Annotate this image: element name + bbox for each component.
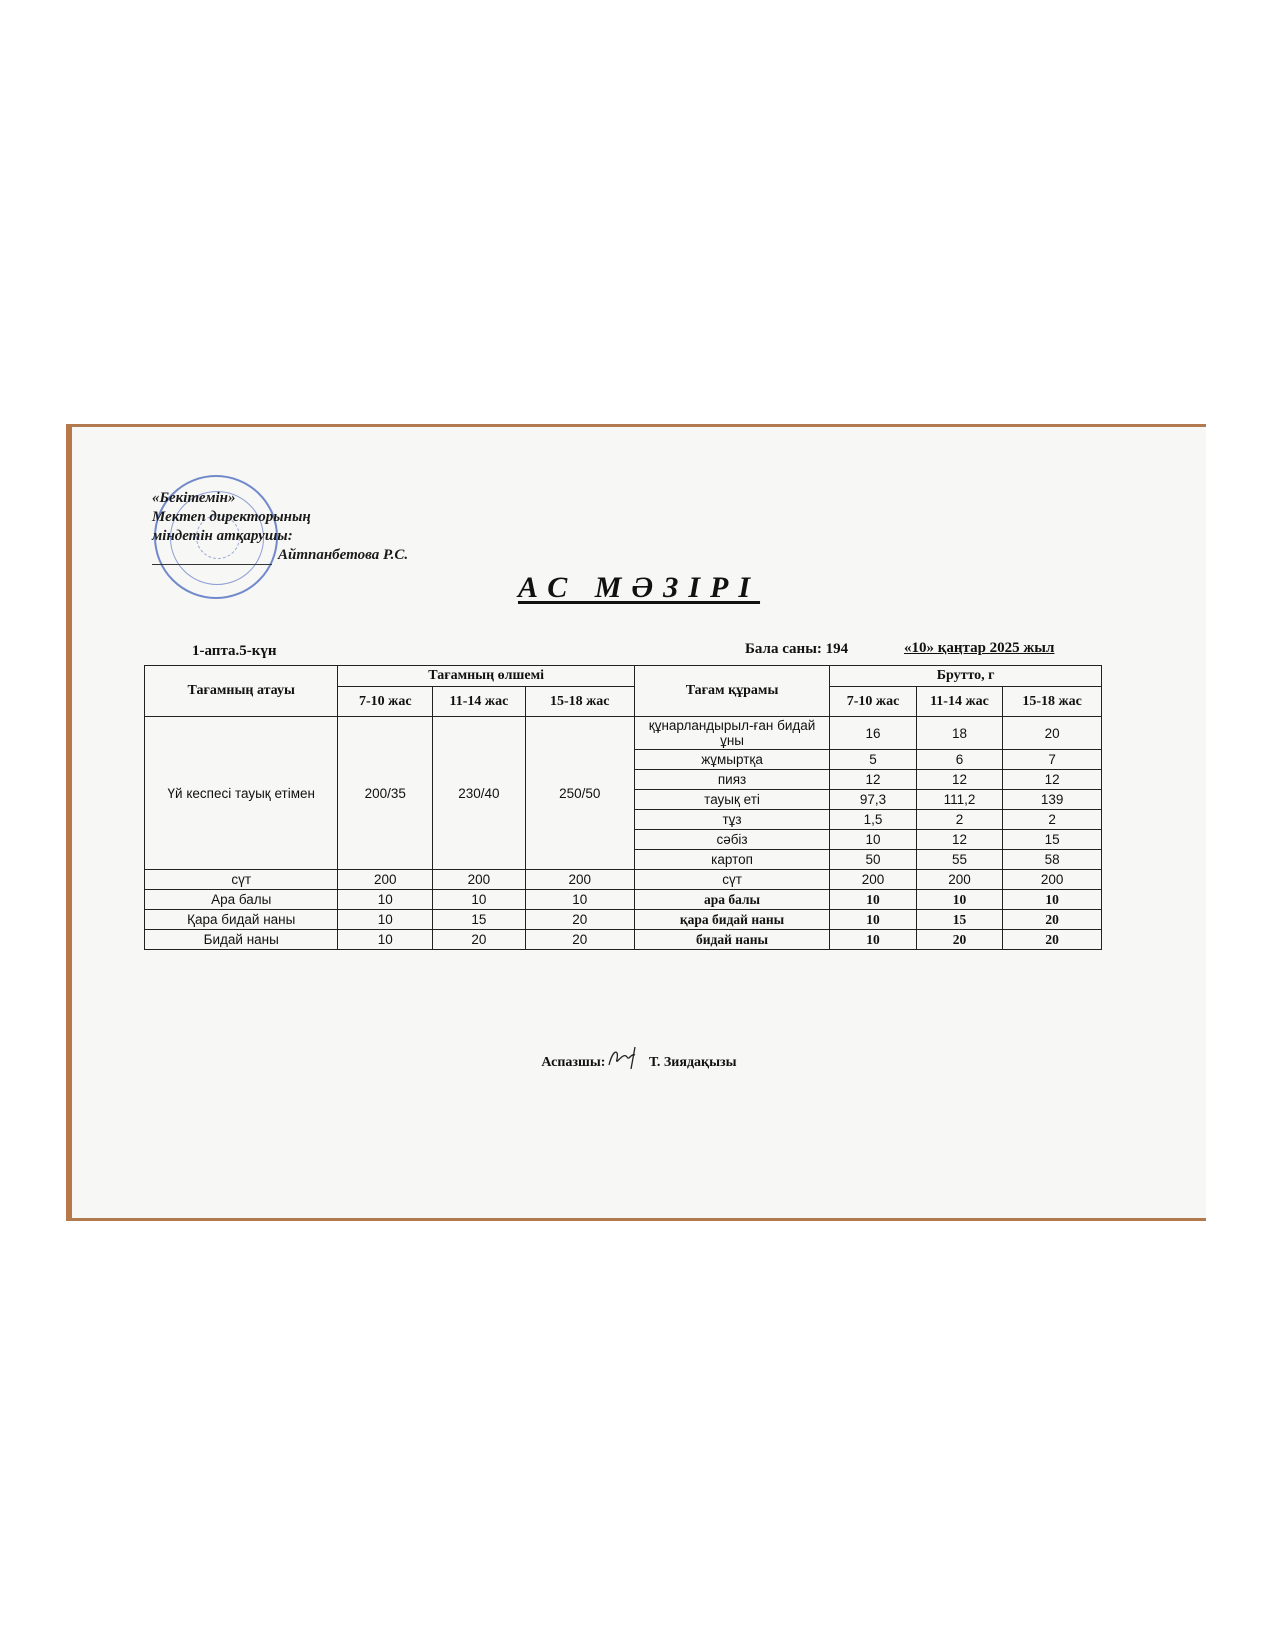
approval-signature-line (152, 546, 408, 565)
approval-line-1: «Бекітемін» (152, 490, 236, 506)
portion-cell: 230/40 (433, 717, 526, 870)
brutto-cell: 12 (830, 770, 916, 790)
brutto-cell: 15 (1003, 830, 1102, 850)
brutto-cell: 20 (916, 930, 1002, 950)
ingredient-cell: пияз (634, 770, 830, 790)
portion-cell: 200 (338, 870, 433, 890)
ingredient-cell: картоп (634, 850, 830, 870)
ingredient-cell: құнарландырыл-ған бидай ұны (634, 717, 830, 750)
brutto-cell: 10 (830, 910, 916, 930)
portion-cell: 15 (433, 910, 526, 930)
brutto-cell: 55 (916, 850, 1002, 870)
portion-cell: 10 (338, 910, 433, 930)
brutto-cell: 16 (830, 717, 916, 750)
dish-name-cell: Қара бидай наны (145, 910, 338, 930)
brutto-cell: 1,5 (830, 810, 916, 830)
dish-name-cell: сүт (145, 870, 338, 890)
brutto-cell: 20 (1003, 717, 1102, 750)
brutto-cell: 6 (916, 750, 1002, 770)
table-row (145, 717, 1102, 750)
brutto-cell: 50 (830, 850, 916, 870)
header-portion: Тағамның өлшемі (338, 666, 634, 687)
header-composition: Тағам құрамы (634, 666, 830, 717)
ingredient-cell: бидай наны (634, 930, 830, 950)
brutto-cell: 18 (916, 717, 1002, 750)
portion-cell: 200 (525, 870, 634, 890)
main-dish-name: Үй кеспесі тауық етімен (145, 717, 338, 870)
approval-block (152, 489, 408, 565)
table-row (145, 870, 1102, 890)
brutto-cell: 12 (916, 770, 1002, 790)
header-age: 11-14 жас (433, 687, 526, 717)
approval-line-2: Мектеп директорының (152, 509, 311, 525)
brutto-cell: 200 (916, 870, 1002, 890)
page-title: АС МӘЗІРІ (517, 571, 761, 604)
approval-signer: Айтпанбетова Р.С. (278, 547, 409, 563)
header-age: 7-10 жас (830, 687, 916, 717)
portion-cell: 200/35 (338, 717, 433, 870)
dish-name-cell: Бидай наны (145, 930, 338, 950)
brutto-cell: 12 (1003, 770, 1102, 790)
portion-cell: 20 (525, 930, 634, 950)
header-age: 11-14 жас (916, 687, 1002, 717)
portion-cell: 10 (525, 890, 634, 910)
ingredient-cell: қара бидай наны (634, 910, 830, 930)
table-header-row (145, 666, 1102, 687)
header-age: 7-10 жас (338, 687, 433, 717)
footer-cook-line (72, 1045, 1206, 1071)
cook-name: Т. Зиядақызы (648, 1055, 737, 1070)
brutto-cell: 58 (1003, 850, 1102, 870)
brutto-cell: 5 (830, 750, 916, 770)
brutto-cell: 10 (916, 890, 1002, 910)
menu-sheet (66, 424, 1206, 1221)
brutto-cell: 200 (830, 870, 916, 890)
brutto-cell: 97,3 (830, 790, 916, 810)
table-row (145, 890, 1102, 910)
brutto-cell: 2 (1003, 810, 1102, 830)
cook-label: Аспазшы: (541, 1055, 606, 1070)
brutto-cell: 139 (1003, 790, 1102, 810)
brutto-cell: 200 (1003, 870, 1102, 890)
ingredient-cell: тауық еті (634, 790, 830, 810)
brutto-cell: 20 (1003, 910, 1102, 930)
week-day-label: 1-апта.5-күн (192, 643, 277, 659)
ingredient-cell: ара балы (634, 890, 830, 910)
brutto-cell: 10 (830, 890, 916, 910)
ingredient-cell: сүт (634, 870, 830, 890)
ingredient-cell: жұмыртқа (634, 750, 830, 770)
portion-cell: 10 (433, 890, 526, 910)
signature-underline (152, 564, 272, 565)
header-dish-name: Тағамның атауы (145, 666, 338, 717)
ingredient-cell: тұз (634, 810, 830, 830)
portion-cell: 20 (525, 910, 634, 930)
header-age: 15-18 жас (1003, 687, 1102, 717)
portion-cell: 10 (338, 890, 433, 910)
brutto-cell: 12 (916, 830, 1002, 850)
brutto-cell: 10 (830, 930, 916, 950)
brutto-cell: 20 (1003, 930, 1102, 950)
table-row (145, 910, 1102, 930)
menu-table (144, 665, 1102, 950)
cook-signature-icon (605, 1045, 645, 1071)
ingredient-cell: сәбіз (634, 830, 830, 850)
children-count: Бала саны: 194 (745, 641, 849, 657)
brutto-cell: 2 (916, 810, 1002, 830)
header-brutto: Брутто, г (830, 666, 1102, 687)
header-age: 15-18 жас (525, 687, 634, 717)
portion-cell: 250/50 (525, 717, 634, 870)
table-row (145, 930, 1102, 950)
menu-date: «10» қаңтар 2025 жыл (904, 640, 1055, 656)
portion-cell: 200 (433, 870, 526, 890)
portion-cell: 10 (338, 930, 433, 950)
brutto-cell: 10 (830, 830, 916, 850)
brutto-cell: 7 (1003, 750, 1102, 770)
portion-cell: 20 (433, 930, 526, 950)
brutto-cell: 15 (916, 910, 1002, 930)
dish-name-cell: Ара балы (145, 890, 338, 910)
brutto-cell: 10 (1003, 890, 1102, 910)
brutto-cell: 111,2 (916, 790, 1002, 810)
approval-line-3: міндетін атқарушы: (152, 528, 293, 544)
